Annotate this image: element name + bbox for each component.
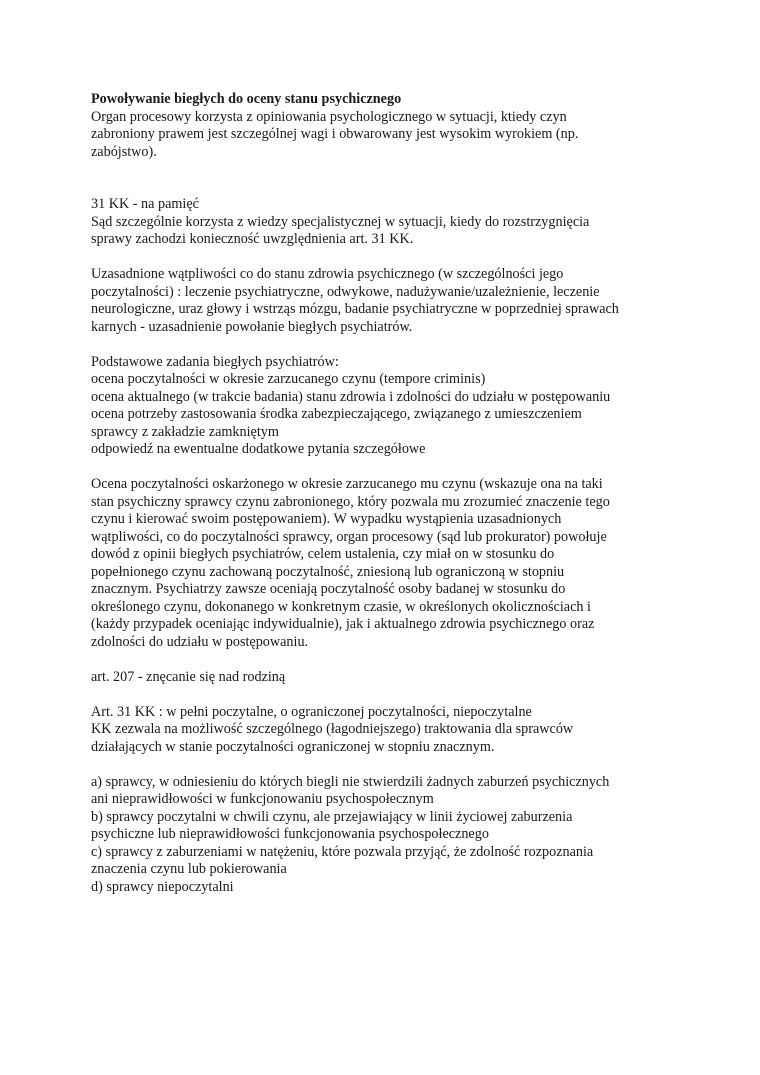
- document-title: Powoływanie biegłych do oceny stanu psychicznego: [91, 91, 402, 107]
- spacer: [91, 651, 681, 669]
- art-207-line: [91, 669, 681, 687]
- text-line: neurologiczne, uraz głowy i wstrząs mózgu, badanie psychiatryczne w poprzedniej sprawach: [91, 301, 619, 317]
- text-line: c) sprawcy z zaburzeniami w natężeniu, które pozwala przyjąć, że zdolność rozpoznania: [91, 843, 594, 860]
- art-31-paragraph: [91, 704, 681, 757]
- text-line: (każdy przypadek oceniając indywidualnie), jak i aktualnego zdrowia psychicznego oraz: [91, 616, 595, 632]
- text-line: Uzasadnione wątpliwości co do stanu zdrowia psychicznego (w szczególności jego: [91, 266, 564, 282]
- text-line: Organ procesowy korzysta z opiniowania psychologicznego w sytuacji, ktiedy czyn: [91, 108, 567, 125]
- text-line: wątpliwości, co do poczytalności sprawcy, organ procesowy (sąd lub prokurator) powołuje: [91, 528, 607, 545]
- assessment-paragraph: [91, 476, 681, 651]
- text-line: dowód z opinii biegłych psychiatrów, celem ustalenia, czy miał on w stosunku do: [91, 546, 555, 562]
- text-line: ocena potrzeby zastosowania środka zabezpieczającego, związanego z umieszczeniem: [91, 406, 582, 422]
- text-line: poczytalności) : leczenie psychiatryczne, odwykowe, nadużywanie/uzależnienie, leczenie: [91, 283, 600, 300]
- spacer: [91, 249, 681, 267]
- text-line: psychiczne lub nieprawidłowości funkcjonowania psychospołecznego: [91, 826, 489, 842]
- text-line: art. 207 - znęcanie się nad rodziną: [91, 668, 286, 685]
- text-line: działających w stanie poczytalności ograniczonej w stopniu znacznym.: [91, 738, 495, 755]
- text-line: 31 KK - na pamięć: [91, 196, 199, 212]
- categories-list: [91, 774, 681, 897]
- text-line: d) sprawcy niepoczytalni: [91, 878, 234, 895]
- spacer: [91, 336, 681, 354]
- text-line: a) sprawcy, w odniesieniu do których biegli nie stwierdzili żadnych zaburzeń psychicznych: [91, 773, 610, 790]
- text-line: stan psychiczny sprawcy czynu zabronionego, który pozwala mu zrozumieć znaczenie tego: [91, 493, 610, 510]
- text-line: ocena aktualnego (w trakcie badania) stanu zdrowia i zdolności do udziału w postępowaniu: [91, 388, 611, 405]
- tasks-list: [91, 354, 681, 459]
- text-line: czynu i kierować swoim postępowaniem). W wypadku wystąpienia uzasadnionych: [91, 511, 562, 527]
- text-line: KK zezwala na możliwość szczególnego (łagodniejszego) traktowania dla sprawców: [91, 721, 574, 737]
- text-line: sprawy zachodzi konieczność uwzględnienia art. 31 KK.: [91, 231, 414, 247]
- text-line: znacznym. Psychiatrzy zawsze oceniają poczytalność osoby badanej w stosunku do: [91, 581, 566, 597]
- text-line: ocena poczytalności w okresie zarzucanego czynu (tempore criminis): [91, 371, 486, 387]
- text-line: Art. 31 KK : w pełni poczytalne, o ograniczonej poczytalności, niepoczytalne: [91, 703, 532, 720]
- text-line: Podstawowe zadania biegłych psychiatrów:: [91, 353, 339, 370]
- text-line: określonego czynu, dokonanego w konkretnym czasie, w określonych okolicznościach i: [91, 598, 591, 615]
- spacer: [91, 686, 681, 704]
- document-page: [91, 91, 681, 896]
- intro-paragraph: [91, 109, 681, 162]
- text-line: znaczenia czynu lub pokierowania: [91, 861, 287, 877]
- spacer: [91, 756, 681, 774]
- doubts-paragraph: [91, 266, 681, 336]
- section-31-kk: [91, 196, 681, 249]
- text-line: sprawcy z zakładzie zamkniętym: [91, 423, 279, 440]
- text-line: ani nieprawidłowości w funkcjonowaniu psychospołecznym: [91, 791, 434, 807]
- text-line: Ocena poczytalności oskarżonego w okresie zarzucanego mu czynu (wskazuje ona na taki: [91, 476, 603, 492]
- text-line: karnych - uzasadnienie powołanie biegłych psychiatrów.: [91, 318, 413, 335]
- text-line: zdolności do udziału w postępowaniu.: [91, 633, 309, 650]
- spacer: [91, 459, 681, 477]
- text-line: zabroniony prawem jest szczególnej wagi i obwarowany jest wysokim wyrokiem (np.: [91, 126, 579, 142]
- text-line: odpowiedź na ewentualne dodatkowe pytania szczegółowe: [91, 441, 426, 457]
- text-line: Sąd szczególnie korzysta z wiedzy specjalistycznej w sytuacji, kiedy do rozstrzygnięcia: [91, 213, 590, 230]
- text-line: b) sprawcy poczytalni w chwili czynu, ale przejawiający w linii życiowej zaburzenia: [91, 808, 573, 825]
- text-line: zabójstwo).: [91, 143, 157, 160]
- text-line: popełnionego czynu zachowaną poczytalność, zniesioną lub ograniczoną w stopniu: [91, 563, 565, 580]
- spacer: [91, 161, 681, 196]
